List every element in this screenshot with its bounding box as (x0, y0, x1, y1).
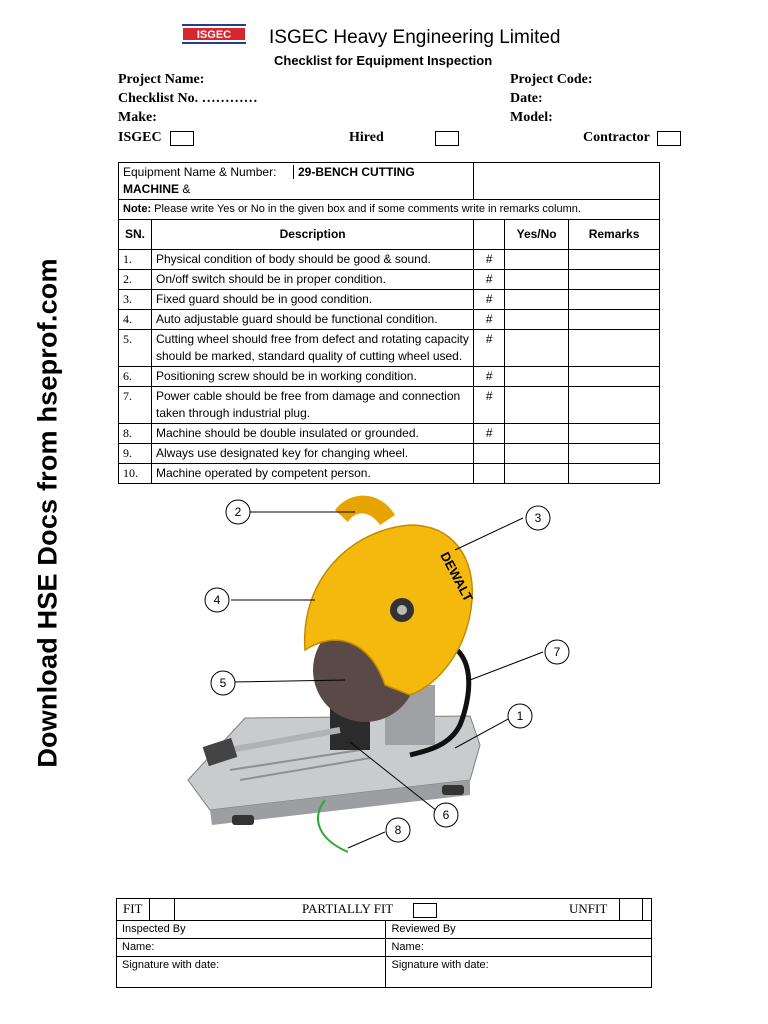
callout-4: 4 (213, 593, 221, 607)
unfit-label: UNFIT (569, 901, 608, 916)
reviewer-name-field[interactable]: Name: (386, 939, 652, 957)
company-name: ISGEC Heavy Engineering Limited (269, 27, 561, 48)
row-yesno-field[interactable] (505, 270, 569, 290)
equipment-row (119, 163, 660, 200)
inspector-name-field[interactable]: Name: (117, 939, 386, 957)
row-description: Cutting wheel should free from defect and rotating capacity should be marked, standard quality of cutting wheel used. (151, 330, 473, 367)
row-yesno-field[interactable] (505, 250, 569, 270)
row-yesno-field[interactable] (505, 387, 569, 424)
row-sn: 3. (119, 290, 152, 310)
checklist-no-label: Checklist No. ………… (118, 91, 258, 106)
watermark (28, 230, 68, 795)
row-mark: # (474, 387, 505, 424)
row-remarks-field[interactable] (569, 330, 660, 367)
row-remarks-field[interactable] (569, 270, 660, 290)
row-remarks-field[interactable] (569, 250, 660, 270)
equipment-suffix: & (179, 182, 191, 196)
contractor-checkbox[interactable] (657, 131, 681, 146)
reviewed-by: Reviewed By (386, 921, 652, 939)
table-row (119, 310, 660, 330)
inspector-signature-field[interactable]: Signature with date: (117, 957, 386, 988)
row-mark: # (474, 290, 505, 310)
callout-3: 3 (534, 511, 542, 525)
row-yesno-field[interactable] (505, 310, 569, 330)
note-row (119, 200, 660, 220)
callout-5: 5 (219, 676, 227, 690)
row-description: Positioning screw should be in working condition. (151, 367, 473, 387)
remarks-header: Remarks (569, 220, 660, 250)
row-sn: 7. (119, 387, 152, 424)
document-title: Checklist for Equipment Inspection (274, 53, 493, 68)
row-yesno-field[interactable] (505, 367, 569, 387)
reviewer-signature-field[interactable]: Signature with date: (386, 957, 652, 988)
partially-fit-checkbox[interactable] (413, 903, 437, 918)
table-row (119, 290, 660, 310)
row-remarks-field[interactable] (569, 387, 660, 424)
row-sn: 8. (119, 424, 152, 444)
row-remarks-field[interactable] (569, 310, 660, 330)
table-row (119, 444, 660, 464)
row-sn: 1. (119, 250, 152, 270)
row-yesno-field[interactable] (505, 444, 569, 464)
hired-checkbox[interactable] (435, 131, 459, 146)
handle (335, 496, 395, 525)
cut-off-machine-figure (170, 480, 590, 870)
row-mark (474, 444, 505, 464)
callout-1: 1 (516, 709, 524, 723)
fit-checkbox[interactable] (149, 899, 175, 921)
row-sn: 10. (119, 464, 152, 484)
fit-label: FIT (123, 901, 143, 916)
row-description: Always use designated key for changing wheel. (151, 444, 473, 464)
unfit-checkbox[interactable] (619, 899, 643, 921)
brand-label: DEWALT (437, 549, 476, 605)
fit-row (117, 899, 652, 921)
row-sn: 6. (119, 367, 152, 387)
isgec-label: ISGEC (118, 130, 162, 145)
row-sn: 2. (119, 270, 152, 290)
row-sn: 4. (119, 310, 152, 330)
row-description: Machine should be double insulated or grounded. (151, 424, 473, 444)
hired-label: Hired (349, 130, 384, 145)
row-mark: # (474, 270, 505, 290)
logo-text: ISGEC (196, 29, 232, 41)
row-remarks-field[interactable] (569, 367, 660, 387)
callout-8: 8 (394, 823, 402, 837)
row-mark: # (474, 250, 505, 270)
signoff-table (116, 898, 652, 988)
row-yesno-field[interactable] (505, 330, 569, 367)
note-text: Please write Yes or No in the given box and if some comments write in remarks column. (151, 203, 581, 215)
partially-fit-label: PARTIALLY FIT (302, 901, 394, 916)
note-label: Note: (123, 203, 152, 215)
row-remarks-field[interactable] (569, 290, 660, 310)
row-description: Auto adjustable guard should be functional condition. (151, 310, 473, 330)
row-sn: 9. (119, 444, 152, 464)
watermark-text: Download HSE Docs from hseprof.com (32, 257, 63, 768)
row-description: Physical condition of body should be good & sound. (151, 250, 473, 270)
make-label: Make: (118, 110, 157, 125)
table-row (119, 387, 660, 424)
table-row (119, 367, 660, 387)
row-mark: # (474, 367, 505, 387)
project-name-label: Project Name: (118, 72, 205, 87)
row-description: Power cable should be free from damage and connection taken through industrial plug. (151, 387, 473, 424)
table-row (119, 270, 660, 290)
equipment-label: Equipment Name & Number: (123, 165, 277, 179)
table-row (119, 330, 660, 367)
equipment-cell (119, 163, 474, 200)
date-label: Date: (510, 91, 543, 106)
row-yesno-field[interactable] (505, 424, 569, 444)
table-row (119, 250, 660, 270)
project-code-label: Project Code: (510, 72, 593, 87)
row-mark: # (474, 424, 505, 444)
row-description: On/off switch should be in proper condition. (151, 270, 473, 290)
equipment-value: 29-BENCH CUTTING MACHINE (123, 165, 415, 196)
isgec-logo (180, 22, 248, 46)
description-header: Description (151, 220, 473, 250)
row-sn: 5. (119, 330, 152, 367)
header-row (119, 220, 660, 250)
sn-header: SN. (119, 220, 152, 250)
row-description: Fixed guard should be in good condition. (151, 290, 473, 310)
checklist-rows (119, 250, 660, 484)
isgec-checkbox[interactable] (170, 131, 194, 146)
row-yesno-field[interactable] (505, 290, 569, 310)
yesno-header: Yes/No (505, 220, 569, 250)
callout-6: 6 (442, 808, 450, 822)
row-remarks-field[interactable] (569, 424, 660, 444)
note-cell (119, 200, 660, 220)
callout-2: 2 (234, 505, 242, 519)
row-mark: # (474, 310, 505, 330)
callout-7: 7 (553, 645, 561, 659)
table-row (119, 424, 660, 444)
row-description: Machine operated by competent person. (151, 464, 473, 484)
contractor-label: Contractor (583, 130, 650, 145)
row-mark: # (474, 330, 505, 367)
checklist-table (118, 162, 660, 484)
inspected-by: Inspected By (117, 921, 386, 939)
row-remarks-field[interactable] (569, 444, 660, 464)
model-label: Model: (510, 110, 553, 125)
